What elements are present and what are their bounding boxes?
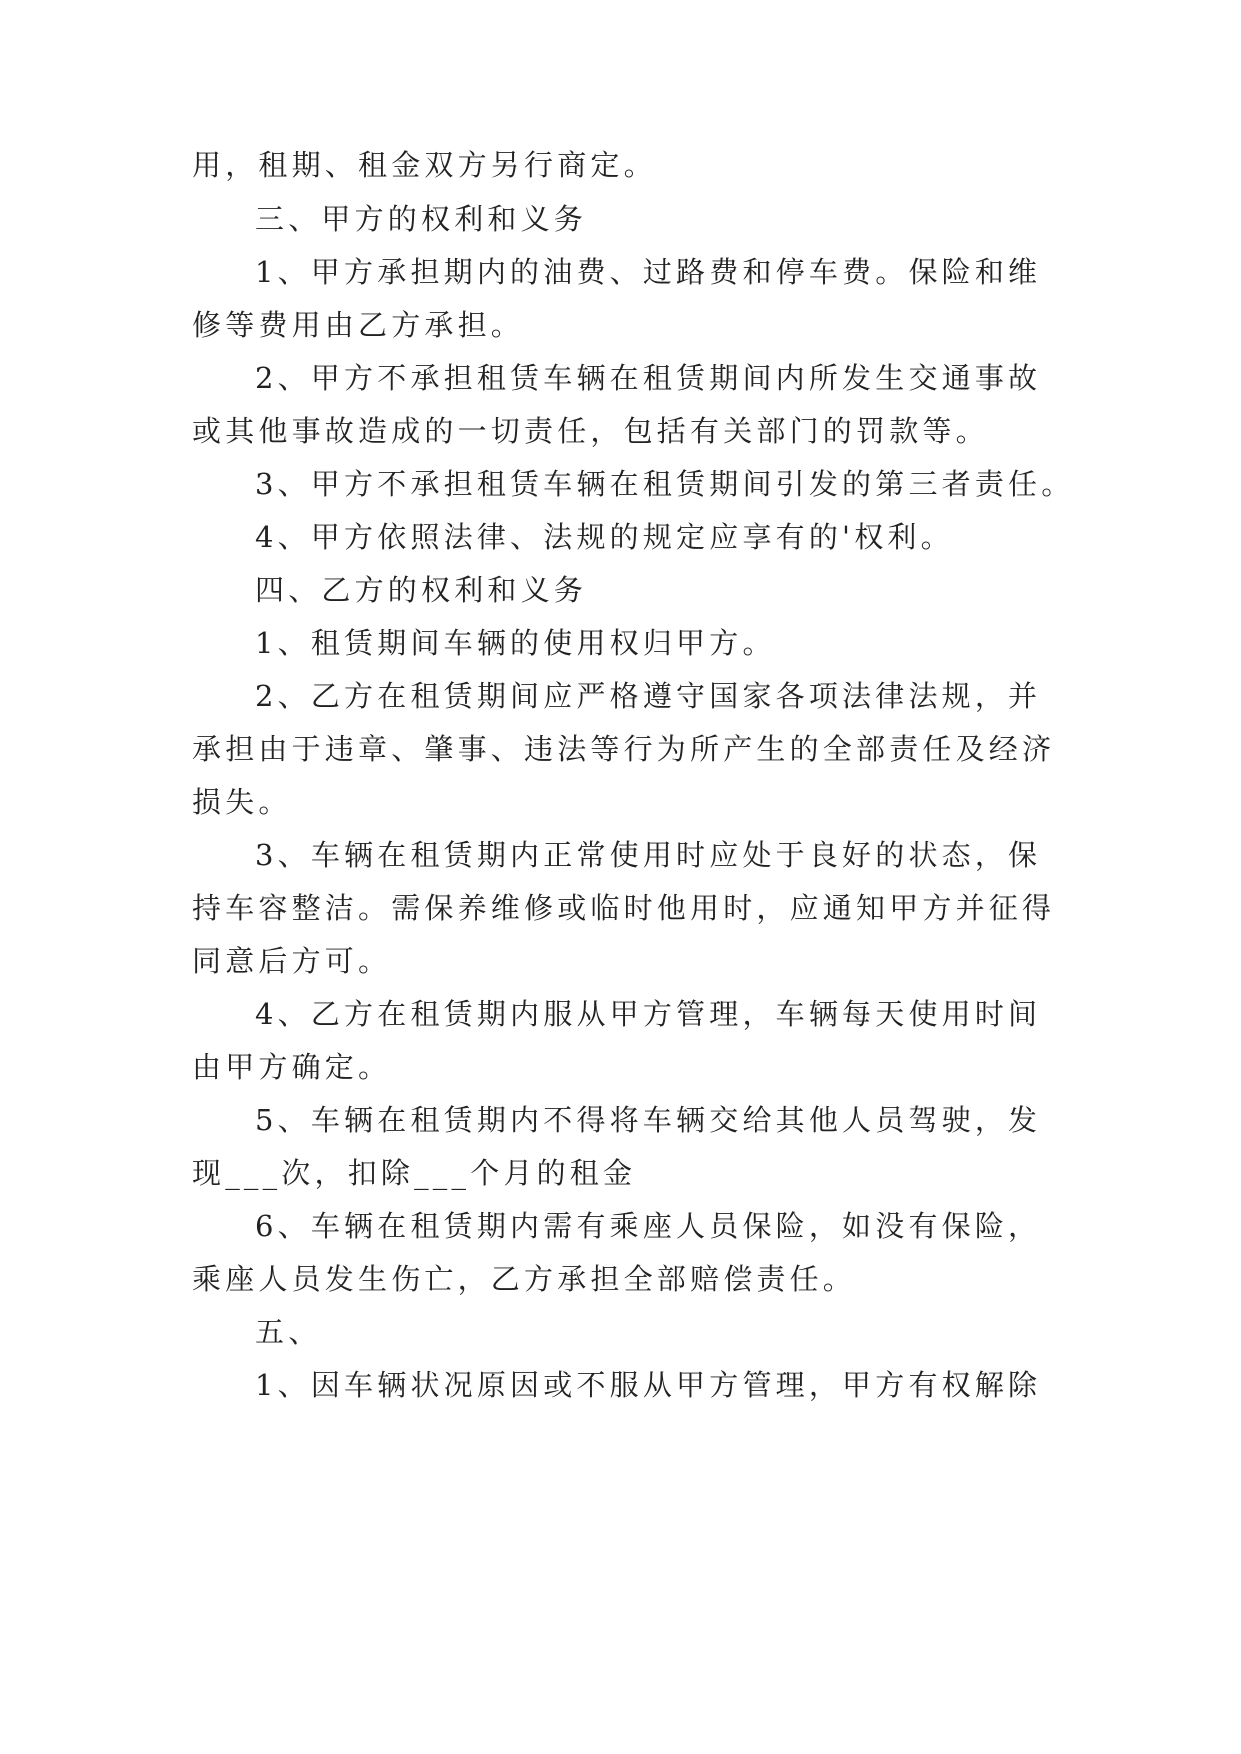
text-line: 2、甲方不承担租赁车辆在租赁期间内所发生交通事故 xyxy=(255,361,1042,395)
text-line: 2、乙方在租赁期间应严格遵守国家各项法律法规，并 xyxy=(255,679,1042,713)
text-line: 承担由于违章、肇事、违法等行为所产生的全部责任及经济 xyxy=(192,732,1056,766)
text-line: 4、乙方在租赁期内服从甲方管理，车辆每天使用时间 xyxy=(255,997,1042,1031)
text-line: 由甲方确定。 xyxy=(192,1050,392,1084)
text-line: 4、甲方依照法律、法规的规定应享有的'权利。 xyxy=(255,520,954,554)
section-heading-3: 三、甲方的权利和义务 xyxy=(255,202,588,236)
text-line: 同意后方可。 xyxy=(192,944,392,978)
section-heading-4: 四、乙方的权利和义务 xyxy=(255,573,588,607)
text-line: 乘座人员发生伤亡，乙方承担全部赔偿责任。 xyxy=(192,1262,857,1296)
text-line: 3、车辆在租赁期内正常使用时应处于良好的状态，保 xyxy=(255,838,1042,872)
text-line: 1、因车辆状况原因或不服从甲方管理，甲方有权解除 xyxy=(255,1368,1042,1402)
text-line: 3、甲方不承担租赁车辆在租赁期间引发的第三者责任。 xyxy=(255,467,1075,501)
text-line: 6、车辆在租赁期内需有乘座人员保险，如没有保险， xyxy=(255,1209,1042,1243)
text-line: 现___次，扣除___个月的租金 xyxy=(192,1156,637,1190)
text-line: 修等费用由乙方承担。 xyxy=(192,308,525,342)
text-line: 或其他事故造成的一切责任，包括有关部门的罚款等。 xyxy=(192,414,989,448)
text-line: 用，租期、租金双方另行商定。 xyxy=(192,148,657,182)
text-line: 5、车辆在租赁期内不得将车辆交给其他人员驾驶，发 xyxy=(255,1103,1042,1137)
section-heading-5: 五、 xyxy=(255,1315,322,1349)
text-line: 1、租赁期间车辆的使用权归甲方。 xyxy=(255,626,776,660)
text-line: 损失。 xyxy=(192,785,292,819)
text-line: 持车容整洁。需保养维修或临时他用时，应通知甲方并征得 xyxy=(192,891,1056,925)
text-line: 1、甲方承担期内的油费、过路费和停车费。保险和维 xyxy=(255,255,1042,289)
